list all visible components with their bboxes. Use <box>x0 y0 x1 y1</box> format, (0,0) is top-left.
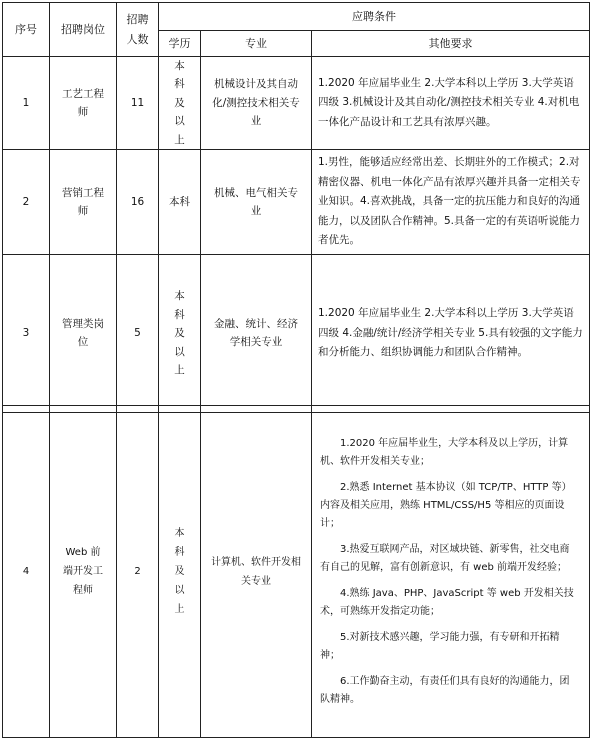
table-row <box>3 149 590 254</box>
row-position: 管理类岗位 <box>50 254 117 412</box>
row-education: 本科及以上 <box>159 406 201 738</box>
row-no: 3 <box>3 254 50 412</box>
row-other: 1.2020 年应届毕业生 2.大学本科以上学历 3.大学英语四级 4.金融/统计/经济学相关专业 5.具有较强的文字能力和分析能力、组织协调能力和团队合作精神。 <box>312 254 590 412</box>
header-count <box>117 3 159 57</box>
header-position: 招聘岗位 <box>50 3 117 57</box>
row-no: 1 <box>3 57 50 150</box>
header-count-line2: 人数 <box>126 32 149 46</box>
recruitment-table-part1 <box>2 2 590 413</box>
requirement-item: 2.熟悉 Internet 基本协议（如 TCP/TP、HTTP 等）内容及相关应用，熟练 HTML/CSS/H5 等相应的页面设计； <box>320 481 572 529</box>
requirement-item: 6.工作勤奋主动，有责任们具有良好的沟通能力，团队精神。 <box>320 675 570 705</box>
row-no: 2 <box>3 149 50 254</box>
row-count: 2 <box>117 406 159 738</box>
row-education: 本科 <box>159 149 201 254</box>
header-no: 序号 <box>3 3 50 57</box>
row-major: 计算机、软件开发相关专业 <box>201 406 312 738</box>
row-other: 1.2020 年应届毕业生 2.大学本科以上学历 3.大学英语四级 3.机械设计及其自动化/测控技术相关专业 4.对机电一体化产品设计和工艺具有浓厚兴趣。 <box>312 57 590 150</box>
header-conditions: 应聘条件 <box>159 3 590 31</box>
header-major: 专业 <box>201 31 312 57</box>
row-major: 机械设计及其自动化/测控技术相关专业 <box>201 57 312 150</box>
row-major: 金融、统计、经济学相关专业 <box>201 254 312 412</box>
requirement-item: 1.2020 年应届毕业生，大学本科及以上学历，计算机、软件开发相关专业； <box>320 437 569 467</box>
table-row <box>3 254 590 412</box>
row-count: 5 <box>117 254 159 412</box>
row-count: 16 <box>117 149 159 254</box>
header-count-line1: 招聘 <box>126 13 149 27</box>
recruitment-table-part2 <box>2 405 590 738</box>
requirement-item: 3.热爱互联网产品，对区域块链、新零售，社交电商有自己的见解，富有创新意识，有 web 前端开发经验； <box>320 543 570 573</box>
requirement-item: 5.对新技术感兴趣，学习能力强，有专研和开拓精神； <box>320 631 560 661</box>
row-other <box>312 406 590 738</box>
row-no: 4 <box>3 406 50 738</box>
table-row <box>3 406 590 738</box>
row-position: 营销工程师 <box>50 149 117 254</box>
table-row <box>3 57 590 150</box>
row-position: 工艺工程师 <box>50 57 117 150</box>
header-other: 其他要求 <box>312 31 590 57</box>
row-count: 11 <box>117 57 159 150</box>
row-education: 本科及以上 <box>159 57 201 150</box>
row-position: Web 前端开发工程师 <box>50 406 117 738</box>
row-education: 本科及以上 <box>159 254 201 412</box>
requirement-item: 4.熟练 Java、PHP、JavaScript 等 web 开发相关技术，可熟练开发指定功能； <box>320 587 574 617</box>
header-education: 学历 <box>159 31 201 57</box>
row-major: 机械、电气相关专业 <box>201 149 312 254</box>
row-other: 1.男性，能够适应经常出差、长期驻外的工作模式；2.对精密仪器、机电一体化产品有浓厚兴趣并具备一定相关专业知识。4.喜欢挑战，具备一定的抗压能力和良好的沟通能力，以及团队合作精神。5.具备一定的有英语听说能力者优先。 <box>312 149 590 254</box>
